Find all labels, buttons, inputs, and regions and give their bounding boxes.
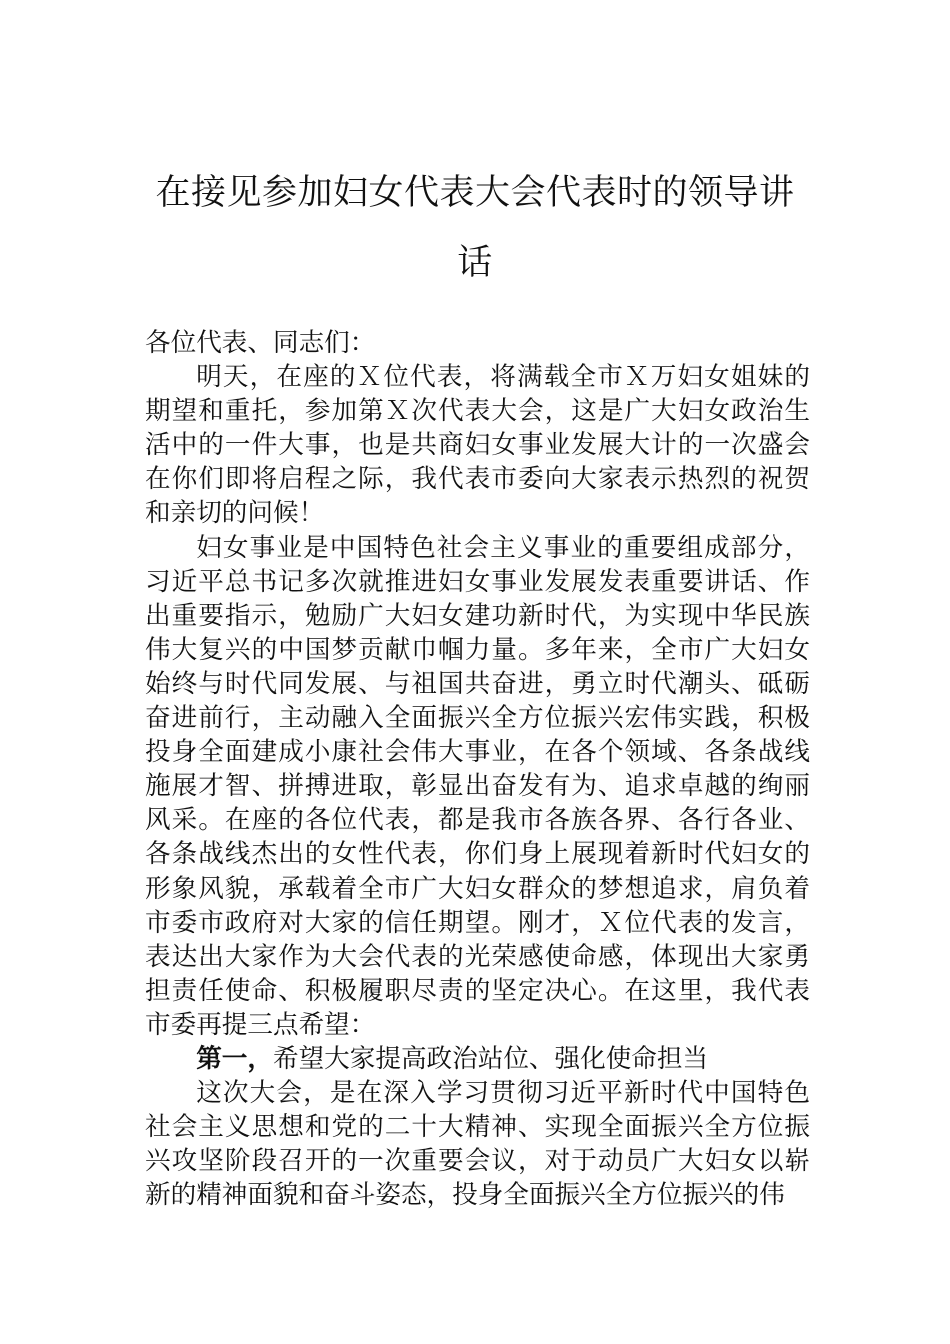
section-heading-text: 希望大家提高政治站位、强化使命担当	[272, 1043, 709, 1074]
paragraph-3: 这次大会，是在深入学习贯彻习近平新时代中国特色社会主义思想和党的二十大精神、实现全面振兴全方位振兴攻坚阶段召开的一次重要会议，对于动员广大妇女以崭新的精神面貌和奋斗姿态，投身全面振兴全方位振兴的伟	[145, 1078, 810, 1211]
document-body	[145, 326, 810, 1212]
section-heading-lead: 第一，	[196, 1043, 273, 1074]
section-heading-1	[145, 1042, 810, 1076]
salutation: 各位代表、同志们：	[145, 328, 376, 358]
paragraph-2: 妇女事业是中国特色社会主义事业的重要组成部分，习近平总书记多次就推进妇女事业发展发表重要讲话、作出重要指示，勉励广大妇女建功新时代，为实现中华民族伟大复兴的中国梦贡献巾帼力量。多年来，全市广大妇女始终与时代同发展、与祖国共奋进，勇立时代潮头、砥砺奋进前行，主动融入全面振兴全方位振兴宏伟实践，积极投身全面建成小康社会伟大事业，在各个领域、各条战线施展才智、拼搏进取，彰显出奋发有为、追求卓越的绚丽风采。在座的各位代表，都是我市各族各界、各行各业、各条战线杰出的女性代表，你们身上展现着新时代妇女的形象风貌，承载着全市广大妇女群众的梦想追求，肩负着市委市政府对大家的信任期望。刚才，Ｘ位代表的发言，表达出大家作为大会代表的光荣感使命感，体现出大家勇担责任使命、积极履职尽责的坚定决心。在这里，我代表市委再提三点希望：	[145, 532, 810, 1040]
paragraph-1: 明天，在座的Ｘ位代表，将满载全市Ｘ万妇女姐妹的期望和重托，参加第Ｘ次代表大会，这是广大妇女政治生活中的一件大事，也是共商妇女事业发展大计的一次盛会在你们即将启程之际，我代表市委向大家表示热烈的祝贺和亲切的问候！	[145, 362, 810, 529]
document-title: 在接见参加妇女代表大会代表时的领导讲话	[155, 173, 795, 283]
